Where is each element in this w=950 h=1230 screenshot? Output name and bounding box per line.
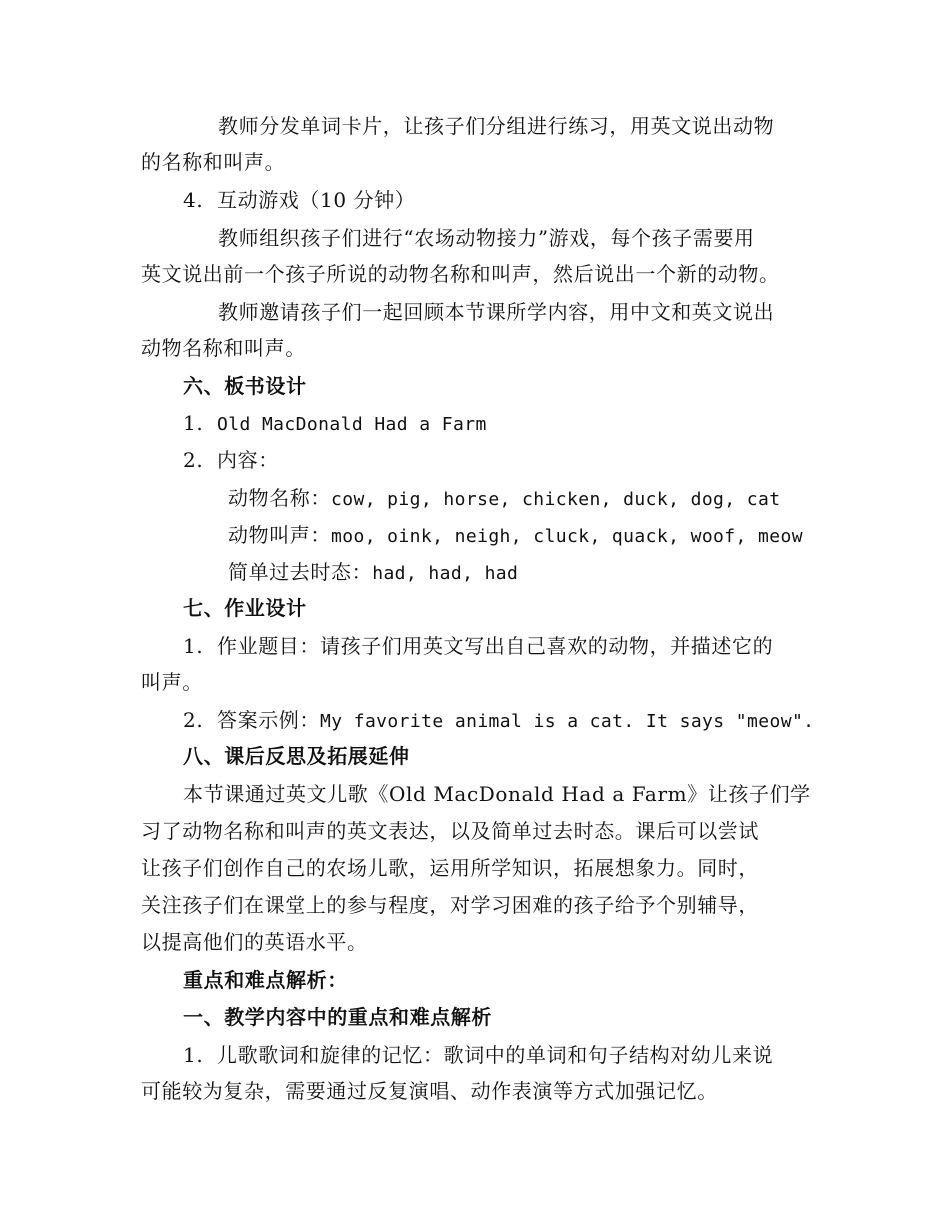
reflection-line2: 习了动物名称和叫声的英文表达，以及简单过去时态。课后可以尝试 <box>141 819 759 843</box>
past-tense-row <box>228 558 811 588</box>
heading-teaching-content: 一、教学内容中的重点和难点解析 <box>183 1005 492 1029</box>
animal-sounds-list: moo, oink, neigh, cluck, quack, woof, meow <box>331 526 803 547</box>
list-item-text: 内容： <box>217 448 279 472</box>
key-point-1-line1 <box>183 1041 811 1069</box>
list-number: 2. <box>183 448 204 472</box>
homework-question: 作业题目：请孩子们用英文写出自己喜欢的动物，并描述它的 <box>217 634 774 658</box>
paragraph-review-line2: 动物名称和叫声。 <box>141 336 306 360</box>
animal-sounds-label: 动物叫声： <box>228 523 331 547</box>
key-point-text: 儿歌歌词和旋律的记忆：歌词中的单词和句子结构对幼儿来说 <box>217 1043 774 1067</box>
section-heading-reflection: 八、课后反思及拓展延伸 <box>183 744 410 768</box>
homework-item-1-line2: 叫声。 <box>141 670 203 694</box>
section-heading-homework: 七、作业设计 <box>183 596 307 620</box>
key-point-1-line2: 可能较为复杂，需要通过反复演唱、动作表演等方式加强记忆。 <box>141 1079 718 1103</box>
reflection-line4: 关注孩子们在课堂上的参与程度，对学习困难的孩子给予个别辅导， <box>141 893 759 917</box>
board-item-content <box>183 446 811 474</box>
paragraph-word-cards-line2: 的名称和叫声。 <box>141 150 286 174</box>
animal-names-row <box>228 484 811 514</box>
list-number: 4. <box>183 188 204 212</box>
board-item-title <box>183 409 811 439</box>
list-number: 1. <box>183 1043 204 1067</box>
reflection-line3: 让孩子们创作自己的农场儿歌，运用所学知识，拓展想象力。同时， <box>141 856 759 880</box>
heading-key-points: 重点和难点解析： <box>183 968 348 992</box>
song-title: Old MacDonald Had a Farm <box>217 414 487 435</box>
list-item-text: 互动游戏（10 分钟） <box>217 188 416 212</box>
paragraph-relay-game-line1: 教师组织孩子们进行“农场动物接力”游戏，每个孩子需要用 <box>218 226 755 250</box>
animal-names-list: cow, pig, horse, chicken, duck, dog, cat <box>331 489 781 510</box>
list-number: 2. <box>183 708 204 732</box>
list-number: 1. <box>183 411 204 435</box>
animal-sounds-row <box>228 521 811 551</box>
list-number: 1. <box>183 634 204 658</box>
answer-example: My favorite animal is a cat. It says "meow". <box>320 711 815 732</box>
past-tense-list: had, had, had <box>372 563 519 584</box>
reflection-line5: 以提高他们的英语水平。 <box>141 930 368 954</box>
answer-label: 答案示例： <box>217 708 320 732</box>
paragraph-relay-game-line2: 英文说出前一个孩子所说的动物名称和叫声，然后说出一个新的动物。 <box>141 262 780 286</box>
section-heading-board-design: 六、板书设计 <box>183 374 307 398</box>
homework-item-1-line1 <box>183 632 811 660</box>
paragraph-review-line1: 教师邀请孩子们一起回顾本节课所学内容，用中文和英文说出 <box>218 300 775 324</box>
homework-item-2 <box>183 706 815 736</box>
reflection-line1: 本节课通过英文儿歌《Old MacDonald Had a Farm》让孩子们学 <box>183 782 811 806</box>
paragraph-word-cards-line1: 教师分发单词卡片，让孩子们分组进行练习，用英文说出动物 <box>218 114 775 138</box>
past-tense-label: 简单过去时态： <box>228 560 373 584</box>
animal-names-label: 动物名称： <box>228 486 331 510</box>
list-item-interactive-game <box>183 186 811 214</box>
